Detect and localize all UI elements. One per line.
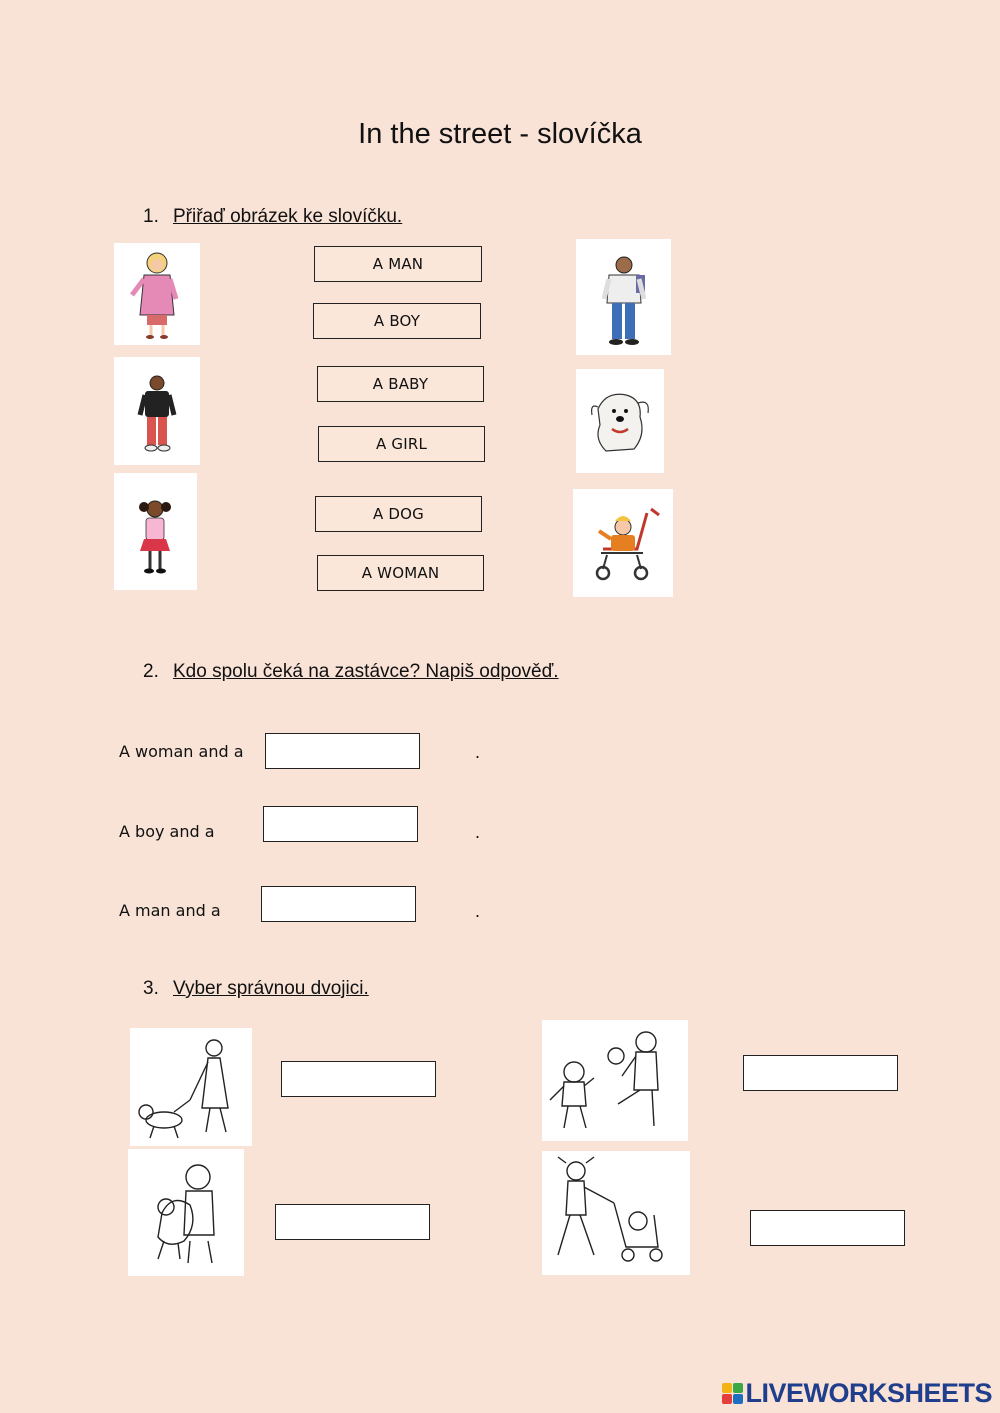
word-card-label: A BABY [372,375,429,393]
word-card-label: A WOMAN [361,564,440,582]
task3-instruction: Vyber správnou dvojici. [173,978,369,999]
dog-picture[interactable] [576,369,664,473]
liveworksheets-logo [722,1378,992,1409]
girl-pushing-pram-sketch [542,1151,690,1275]
word-card-boy[interactable] [313,303,481,339]
boys-playing-football-sketch [542,1020,688,1141]
task1-instruction: Přiřaď obrázek ke slovíčku. [173,206,403,227]
sentence-period: . [475,901,481,921]
pair-input-1[interactable] [281,1061,436,1097]
boy-picture[interactable] [114,357,200,465]
task1-heading [143,206,402,228]
sentence-prefix: A woman and a [119,742,244,761]
pair-input-2[interactable] [743,1055,898,1091]
woman-picture[interactable] [114,243,200,345]
man-picture[interactable] [576,239,671,355]
word-card-man[interactable] [314,246,482,282]
logo-text: LIVEWORKSHEETS [745,1378,992,1408]
word-card-baby[interactable] [317,366,484,402]
sentence-prefix: A man and a [119,901,221,920]
word-card-label: A GIRL [375,435,428,453]
pair-input-4[interactable] [750,1210,905,1246]
answer-input-boy[interactable] [263,806,418,842]
answer-input-man[interactable] [261,886,416,922]
boy-hugging-dog-sketch [128,1149,244,1276]
woman-walking-dog-sketch [130,1028,252,1146]
baby-picture[interactable] [573,489,673,597]
sentence-period: . [475,742,481,762]
word-card-label: A BOY [373,312,421,330]
word-card-label: A DOG [372,505,424,523]
word-card-label: A MAN [372,255,424,273]
task3-heading [143,978,369,1000]
word-card-dog[interactable] [315,496,482,532]
task1-number: 1. [143,206,159,227]
girl-picture[interactable] [114,473,197,590]
word-card-woman[interactable] [317,555,484,591]
task2-number: 2. [143,661,159,682]
sentence-prefix: A boy and a [119,822,215,841]
task2-heading [143,661,559,683]
page-title: In the street - slovíčka [358,118,642,150]
word-card-girl[interactable] [318,426,485,462]
pair-input-3[interactable] [275,1204,430,1240]
answer-input-woman[interactable] [265,733,420,769]
liveworksheets-logo-icon [722,1383,743,1404]
task2-instruction: Kdo spolu čeká na zastávce? Napiš odpověď. [173,661,559,682]
task3-number: 3. [143,978,159,999]
sentence-period: . [475,822,481,842]
